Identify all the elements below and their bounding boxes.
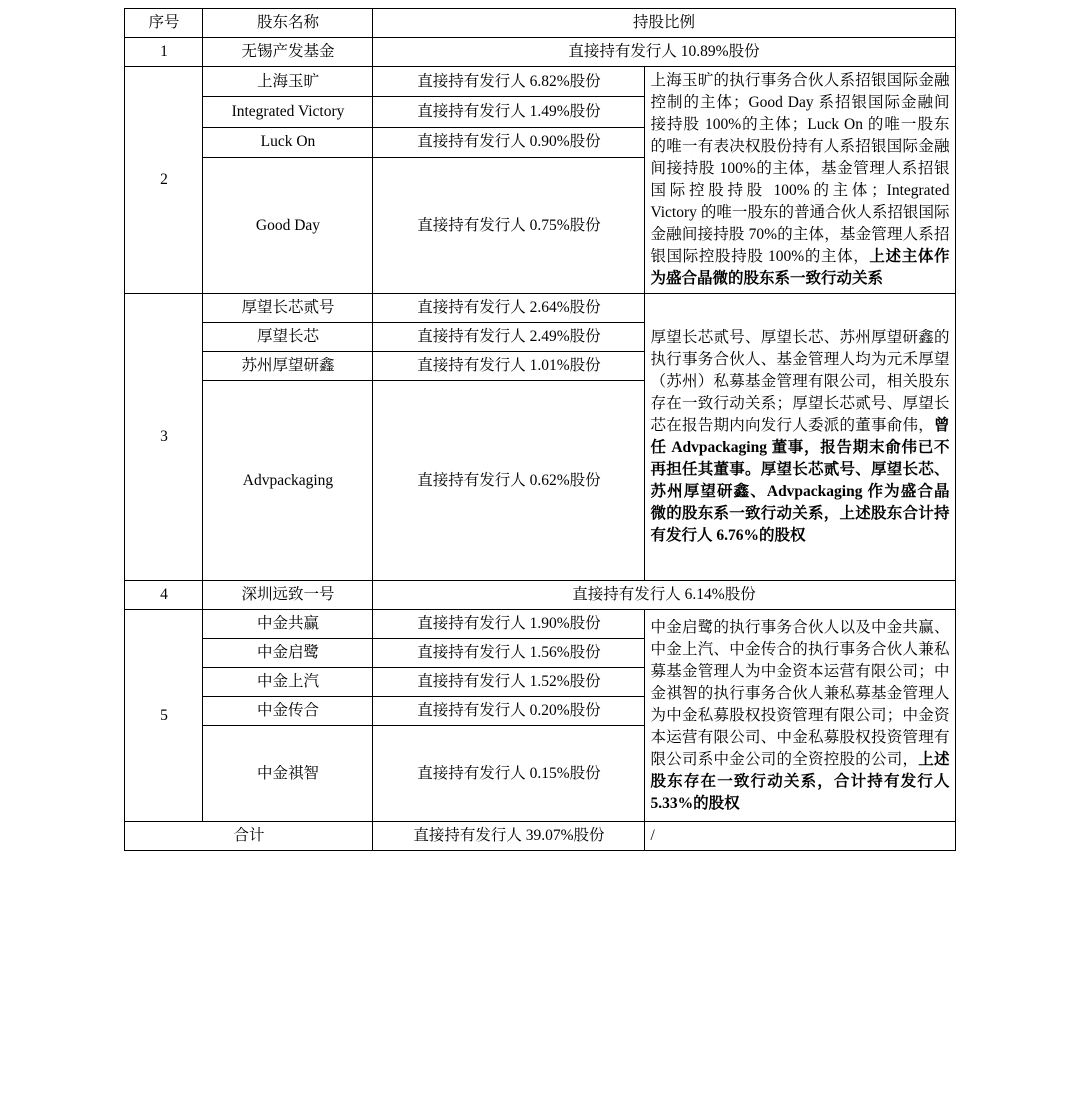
group-note — [645, 610, 955, 822]
shareholding-ratio: 直接持有发行人 1.52%股份 — [373, 668, 645, 697]
note-normal-text: 厚望长芯贰号、厚望长芯、苏州厚望研鑫的执行事务合伙人、基金管理人均为元禾厚望（苏州）私募基金管理有限公司，相关股东存在一致行动关系；厚望长芯贰号、厚望长芯在报告期内向发行人委派的董事俞伟， — [650, 329, 950, 434]
shareholder-name: Good Day — [203, 158, 373, 294]
shareholder-structure-table — [124, 8, 955, 851]
shareholder-name: 上海玉旷 — [203, 67, 373, 97]
row-index: 3 — [125, 294, 203, 581]
group-note — [645, 294, 955, 581]
shareholding-ratio: 直接持有发行人 0.15%股份 — [373, 726, 645, 822]
shareholder-name: 中金上汽 — [203, 668, 373, 697]
shareholder-name: 中金祺智 — [203, 726, 373, 822]
shareholder-name: 无锡产发基金 — [203, 38, 373, 67]
shareholding-ratio: 直接持有发行人 1.90%股份 — [373, 610, 645, 639]
shareholder-name: Advpackaging — [203, 381, 373, 581]
shareholder-name: 厚望长芯 — [203, 323, 373, 352]
shareholder-name: 中金共赢 — [203, 610, 373, 639]
row-index: 2 — [125, 67, 203, 294]
shareholder-name: 深圳远致一号 — [203, 581, 373, 610]
row-index: 5 — [125, 610, 203, 822]
note-bold-text: 上述主体作为盛合晶微的股东系一致行动关系 — [650, 248, 950, 287]
table-header-row — [125, 9, 955, 38]
table-total-row — [125, 822, 955, 851]
note-bold-text: 上述股东存在一致行动关系，合计持有发行人 5.33%的股权 — [650, 750, 950, 812]
shareholding-ratio: 直接持有发行人 6.14%股份 — [373, 581, 955, 610]
shareholder-name: 中金传合 — [203, 697, 373, 726]
shareholder-name: Luck On — [203, 127, 373, 157]
table-row — [125, 67, 955, 97]
header-cell-name: 股东名称 — [203, 9, 373, 38]
shareholding-ratio: 直接持有发行人 2.49%股份 — [373, 323, 645, 352]
shareholding-ratio: 直接持有发行人 0.62%股份 — [373, 381, 645, 581]
shareholder-name: 厚望长芯贰号 — [203, 294, 373, 323]
shareholding-ratio: 直接持有发行人 1.56%股份 — [373, 639, 645, 668]
shareholding-ratio: 直接持有发行人 2.64%股份 — [373, 294, 645, 323]
note-normal-text: 上海玉旷的执行事务合伙人系招银国际金融控制的主体；Good Day 系招银国际金融间接持股 100%的主体；Luck On 的唯一股东的唯一有表决权股份持有人系招银国际金融间接持股 100%的主体，基金管理人系招银国际控股持股 100%的主体；Integrated Victory 的唯一股东的普通合伙人系招银国际金融间接持股 70%的主体，基金管理人系招银国际控股持股 100%的主体， — [650, 72, 950, 265]
total-ratio: 直接持有发行人 39.07%股份 — [373, 822, 645, 851]
row-index: 4 — [125, 581, 203, 610]
table-row — [125, 294, 955, 323]
header-cell-ratio: 持股比例 — [373, 9, 955, 38]
note-bold-text: 曾任 Advpackaging 董事，报告期末俞伟已不再担任其董事。厚望长芯贰号、厚望长芯、苏州厚望研鑫、Advpackaging 作为盛合晶微的股东系一致行动关系，上述股东合计持有发行人 6.76%的股权 — [650, 417, 950, 544]
header-cell-index: 序号 — [125, 9, 203, 38]
table-row — [125, 38, 955, 67]
shareholding-ratio: 直接持有发行人 0.20%股份 — [373, 697, 645, 726]
shareholding-ratio: 直接持有发行人 0.75%股份 — [373, 158, 645, 294]
shareholding-ratio: 直接持有发行人 10.89%股份 — [373, 38, 955, 67]
total-note: / — [645, 822, 955, 851]
shareholder-name: Integrated Victory — [203, 97, 373, 127]
shareholding-ratio: 直接持有发行人 6.82%股份 — [373, 67, 645, 97]
total-label: 合计 — [125, 822, 373, 851]
shareholder-name: 苏州厚望研鑫 — [203, 352, 373, 381]
shareholding-ratio: 直接持有发行人 1.01%股份 — [373, 352, 645, 381]
note-normal-text: 中金启鹭的执行事务合伙人以及中金共赢、中金上汽、中金传合的执行事务合伙人兼私募基金管理人为中金资本运营有限公司；中金祺智的执行事务合伙人兼私募基金管理人为中金私募股权投资管理有限公司；中金资本运营有限公司、中金私募股权投资管理有限公司系中金公司的全资控股的公司， — [650, 618, 950, 768]
group-note — [645, 67, 955, 294]
shareholder-name: 中金启鹭 — [203, 639, 373, 668]
row-index: 1 — [125, 38, 203, 67]
shareholding-ratio: 直接持有发行人 1.49%股份 — [373, 97, 645, 127]
shareholding-ratio: 直接持有发行人 0.90%股份 — [373, 127, 645, 157]
table-row — [125, 610, 955, 639]
table-row — [125, 581, 955, 610]
